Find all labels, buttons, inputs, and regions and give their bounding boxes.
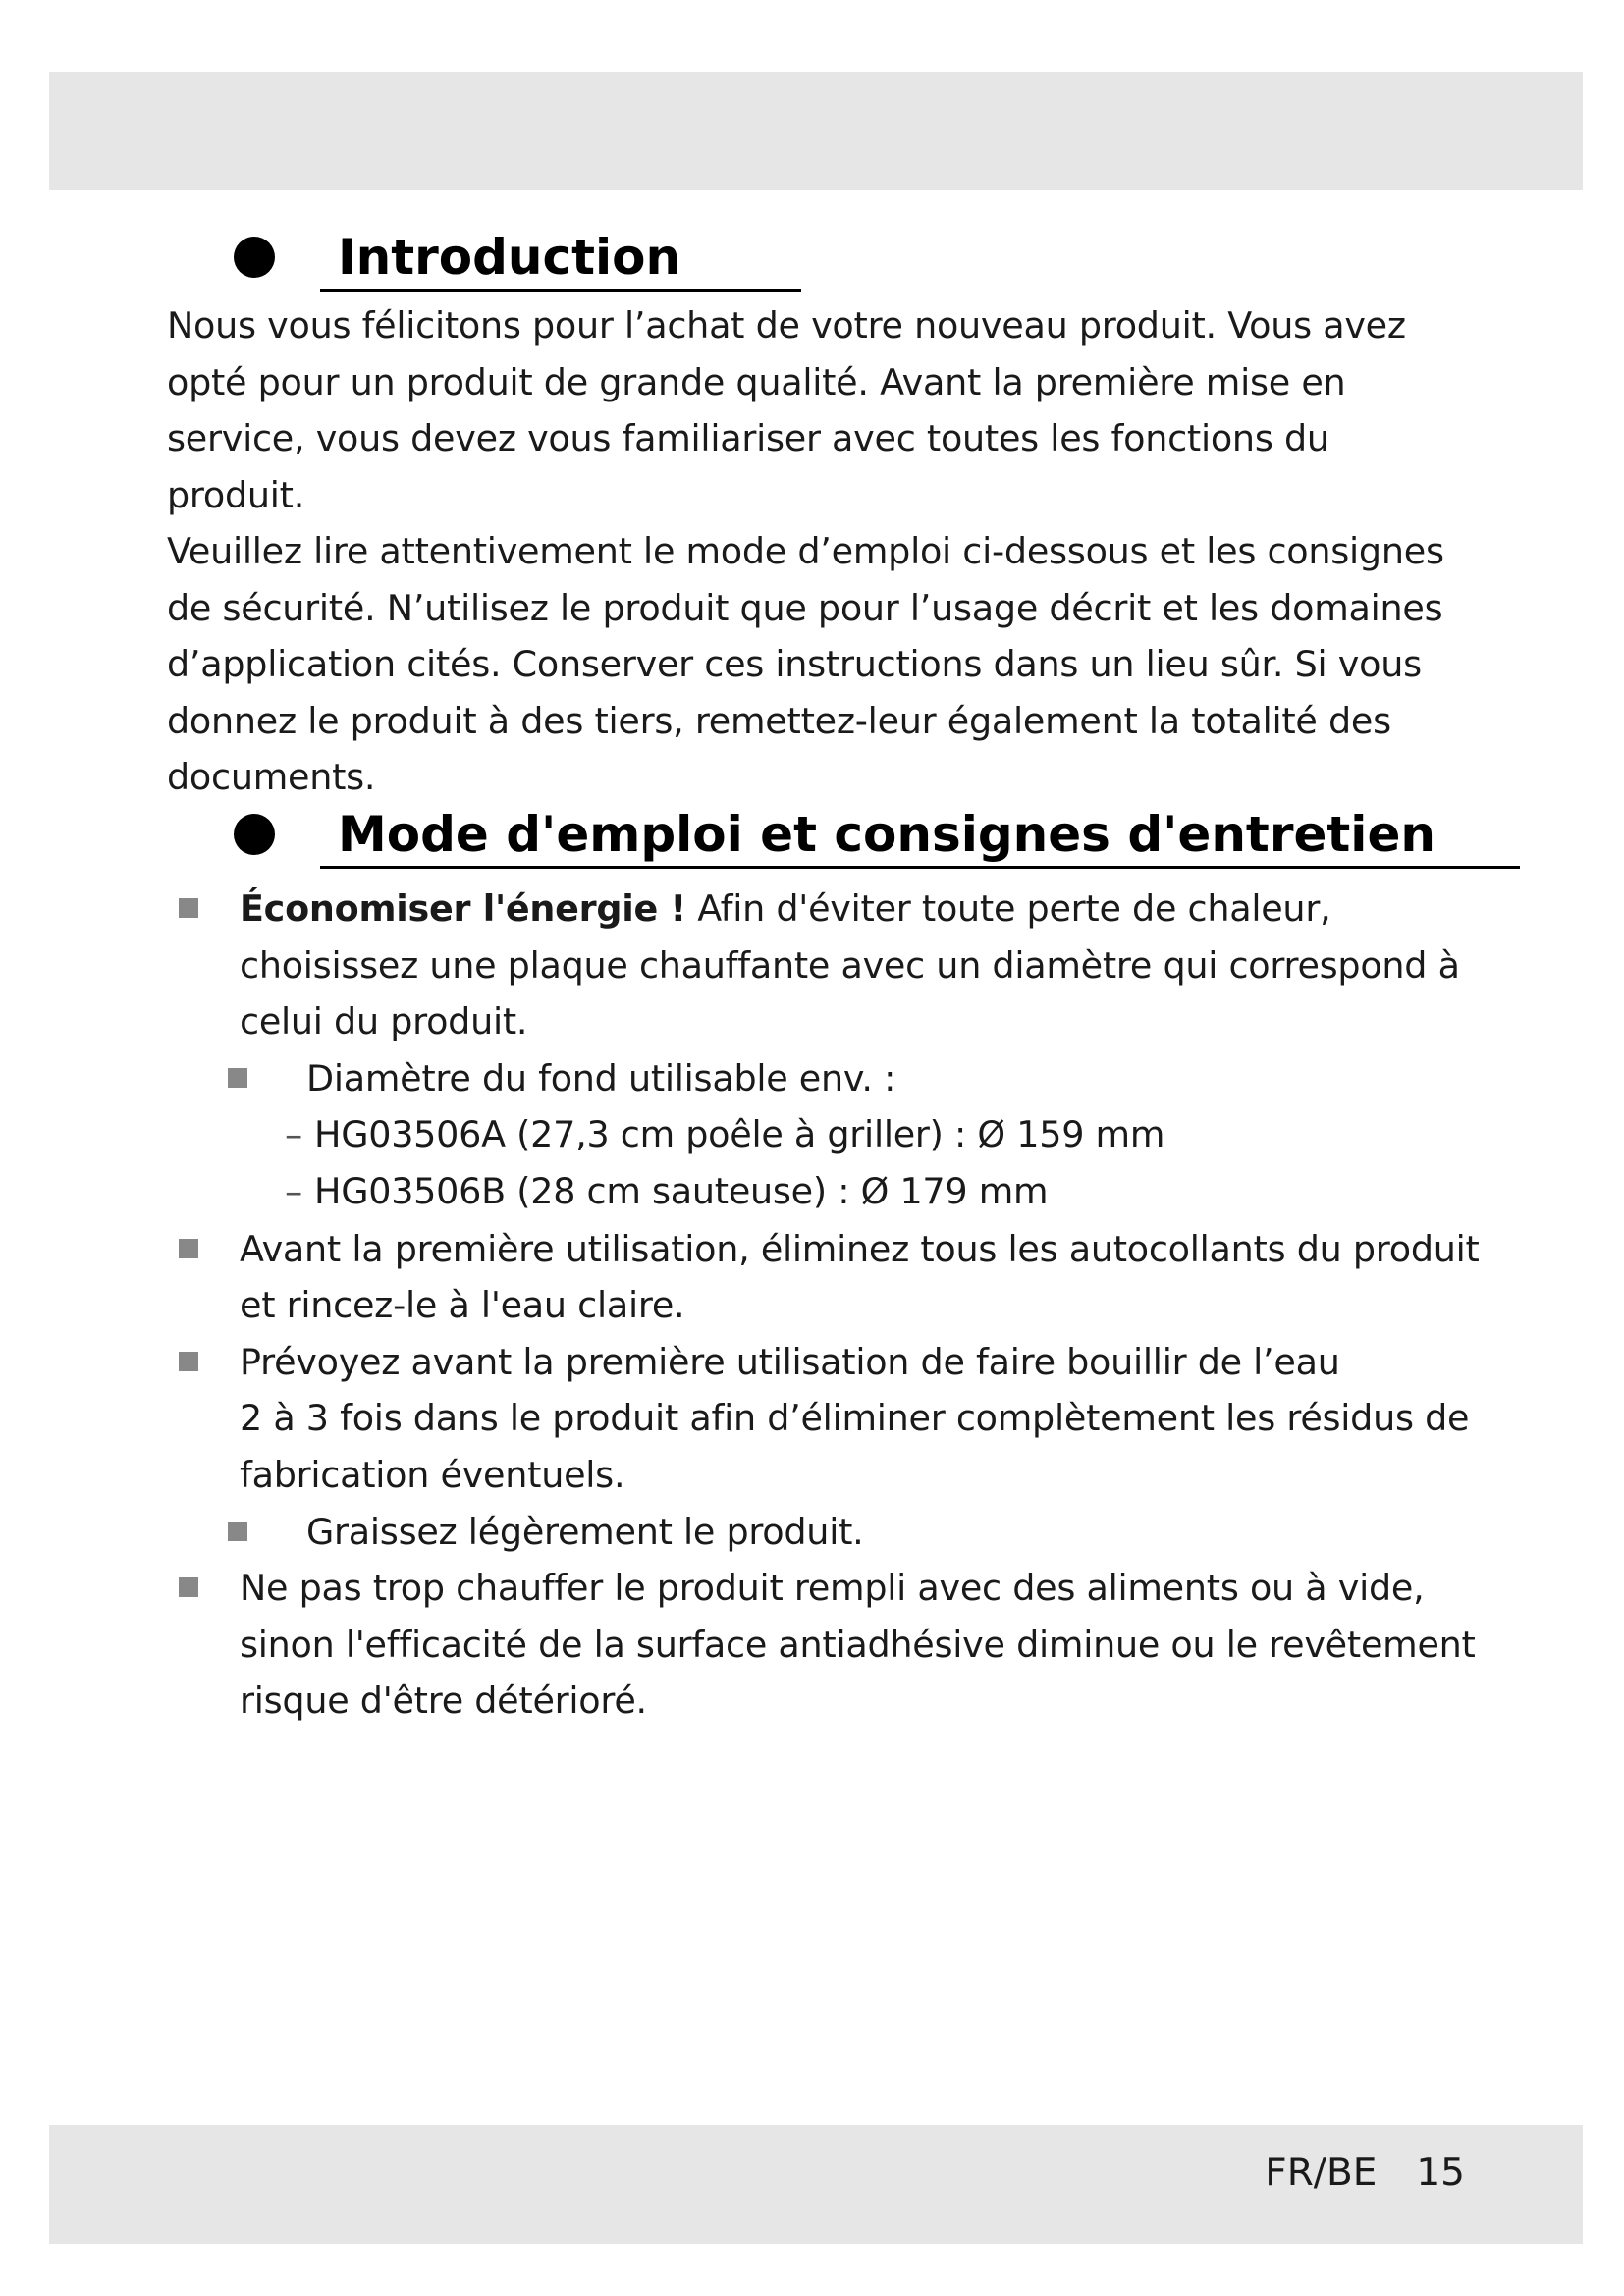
header-band (49, 72, 1583, 190)
mode-title: Mode d'emploi et consignes d'entretien (338, 806, 1435, 863)
heading-underline (320, 289, 801, 292)
list-item-line: celui du produit. (240, 1000, 528, 1042)
intro-title: Introduction (338, 229, 681, 286)
list-item-line: sinon l'efficacité de la surface antiadhésive diminue ou le revêtement (240, 1624, 1476, 1666)
dash-list-item-text: HG03506B (28 cm sauteuse) : Ø 179 mm (314, 1170, 1049, 1212)
heading-underline (320, 866, 1520, 869)
intro-line: donnez le produit à des tiers, remettez-leur également la totalité des (167, 699, 1391, 742)
heading-bullet-icon (234, 237, 275, 278)
list-item-line: Ne pas trop chauffer le produit rempli avec des aliments ou à vide, (240, 1567, 1425, 1609)
list-item-lead: Économiser l'énergie ! (240, 887, 686, 930)
intro-line: de sécurité. N’utilisez le produit que pour l’usage décrit et les domaines (167, 586, 1443, 629)
list-item-line: risque d'être détérioré. (240, 1680, 647, 1722)
square-bullet-icon (228, 1068, 247, 1088)
square-bullet-icon (228, 1522, 247, 1541)
list-item-line: choisissez une plaque chauffante avec un diamètre qui correspond à (240, 944, 1460, 987)
intro-line: opté pour un produit de grande qualité. Avant la première mise en (167, 360, 1346, 403)
list-item-text: Afin d'éviter toute perte de chaleur, (685, 887, 1331, 930)
page-footer (1265, 2139, 1465, 2208)
list-item-line: 2 à 3 fois dans le produit afin d’éliminer complètement les résidus de (240, 1397, 1470, 1439)
list-item-line: fabrication éventuels. (240, 1454, 625, 1496)
heading-bullet-icon (234, 814, 275, 855)
square-bullet-icon (179, 1352, 198, 1371)
intro-line: Veuillez lire attentivement le mode d’emploi ci-dessous et les consignes (167, 530, 1444, 572)
dash-icon: – (285, 1170, 302, 1212)
intro-paragraph (167, 297, 1453, 806)
page-number: 15 (1416, 2151, 1465, 2195)
intro-line: documents. (167, 756, 376, 798)
list-item-line: et rincez-le à l'eau claire. (240, 1284, 685, 1326)
list-item-line: Avant la première utilisation, éliminez tous les autocollants du produit (240, 1228, 1480, 1270)
intro-line: Nous vous félicitons pour l’achat de votre nouveau produit. Vous avez (167, 304, 1406, 347)
dash-list-item-text: HG03506A (27,3 cm poêle à griller) : Ø 159 mm (314, 1113, 1165, 1155)
footer-language: FR/BE (1265, 2151, 1378, 2195)
list-item-line: Prévoyez avant la première utilisation de faire bouillir de l’eau (240, 1341, 1340, 1383)
square-bullet-icon (179, 1577, 198, 1597)
intro-line: d’application cités. Conserver ces instructions dans un lieu sûr. Si vous (167, 643, 1422, 685)
square-bullet-icon (179, 1239, 198, 1258)
list-item-line (240, 881, 1330, 937)
sub-list-item-text: Diamètre du fond utilisable env. : (306, 1057, 896, 1099)
square-bullet-icon (179, 898, 198, 918)
intro-line: service, vous devez vous familiariser avec toutes les fonctions du produit. (167, 417, 1329, 516)
sub-list-item-text: Graissez légèrement le produit. (306, 1511, 864, 1553)
dash-icon: – (285, 1113, 302, 1155)
